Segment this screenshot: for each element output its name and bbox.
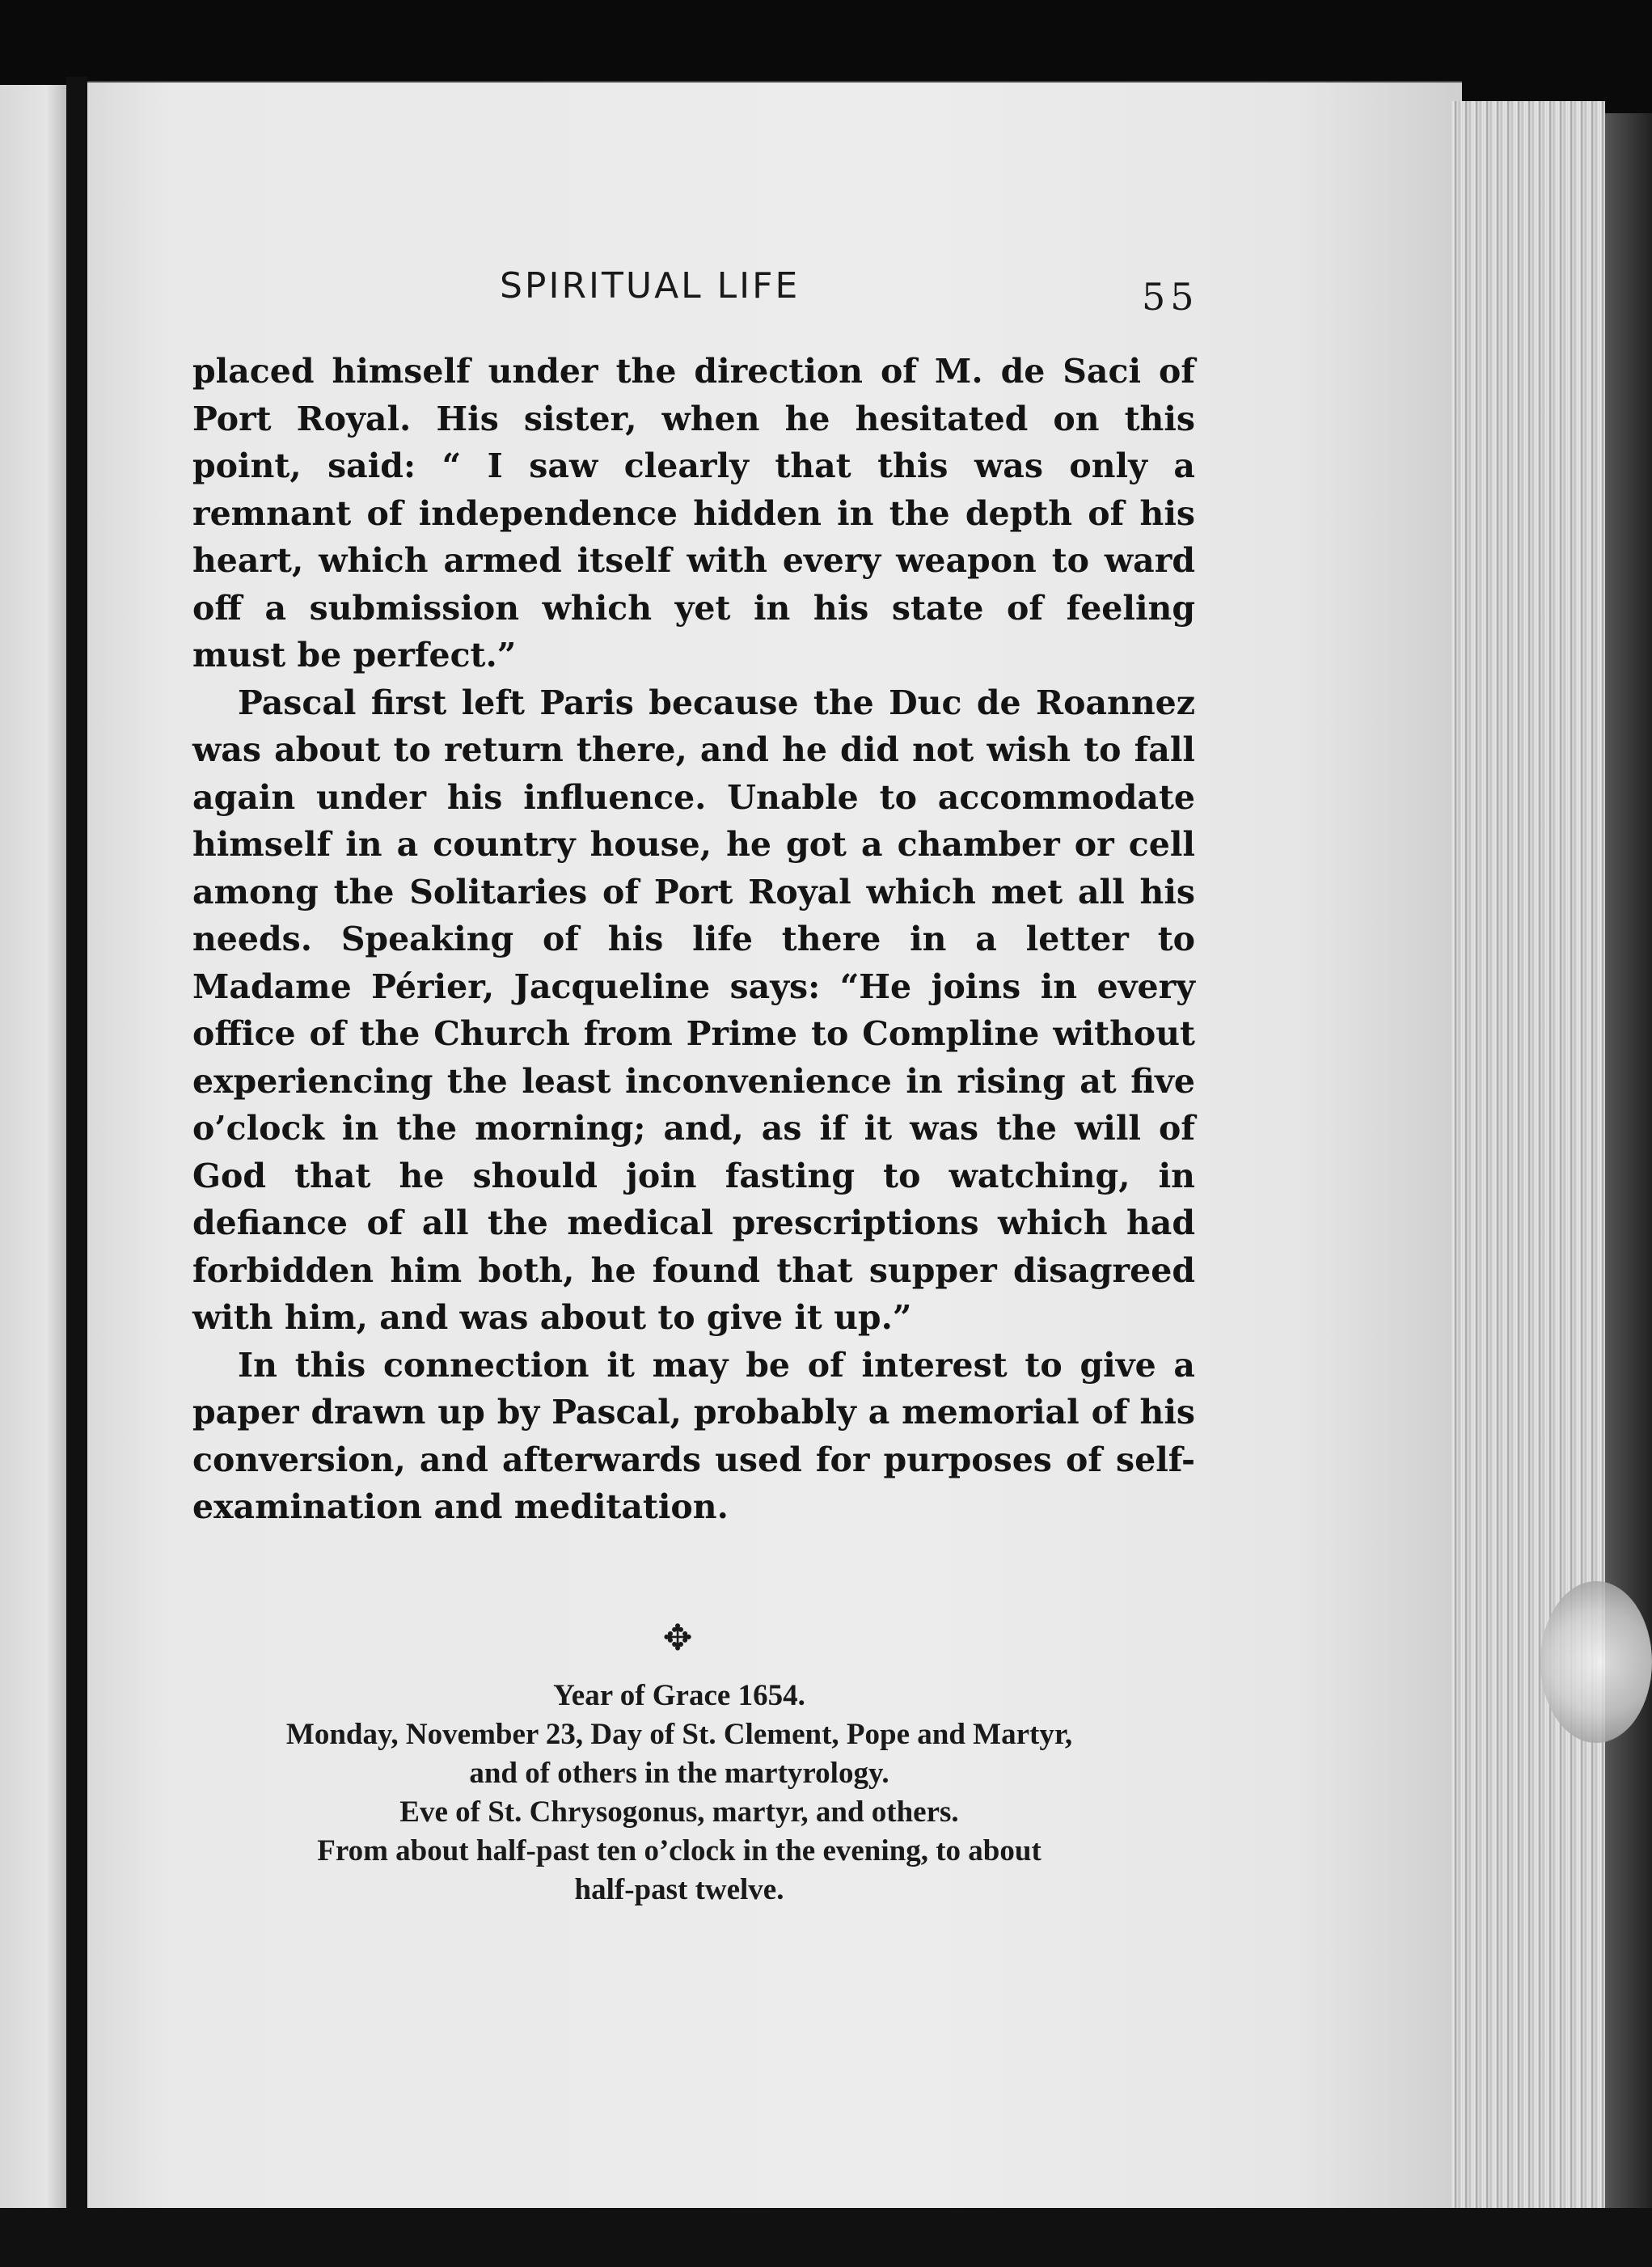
scan-border-bottom xyxy=(0,2208,1652,2267)
paragraph: Pascal first left Paris because the Duc de Roannez was about to return there, and he did not wish to fall again under his influence. Unable to accommodate himself in a country house, he got a chamber or cell among the Solitaries of Port Royal which met all his needs. Speaking of his life there in a letter to Madame Périer, Jacqueline says: “He joins in every office of the Church from Prime to Compline without experiencing the least inconvenience in rising at five o’clock in the morning; and, as if it was the will of God that he should join fasting to watching, in defiance of all the medical prescriptions which had forbidden him both, he found that supper disagreed with him, and was about to give it up.” xyxy=(192,683,1195,1337)
memorial-block xyxy=(194,1677,1164,1910)
body-text xyxy=(192,348,1195,1531)
cross-ornament-icon: ✥ xyxy=(662,1618,693,1659)
memorial-line: and of others in the martyrology. xyxy=(469,1757,889,1790)
facing-page-edge xyxy=(0,85,66,2220)
paragraph: In this connection it may be of interest to give a paper drawn up by Pascal, probably a memorial of his conversion, and afterwards used for purposes of self-examination and meditation. xyxy=(192,1345,1195,1526)
page-edges-shadow xyxy=(1605,113,1652,2216)
page-number: 55 xyxy=(1142,275,1199,319)
page-edges xyxy=(1451,101,1605,2228)
book-spine xyxy=(66,77,87,2228)
memorial-line: Year of Grace 1654. xyxy=(553,1679,805,1712)
running-head: SPIRITUAL LIFE xyxy=(500,265,801,307)
memorial-line: half-past twelve. xyxy=(574,1873,784,1906)
memorial-line: Monday, November 23, Day of St. Clement, Pope and Martyr, xyxy=(285,1718,1073,1751)
paragraph: placed himself under the direction of M. de Saci of Port Royal. His sister, when he hesitated on this point, said: “ I saw clearly that this was only a remnant of independence hidden in the depth of his heart, which armed itself with every weapon to ward off a submission which yet in his state of feeling must be perfect.” xyxy=(192,352,1195,675)
memorial-line: Eve of St. Chrysogonus, martyr, and others. xyxy=(399,1795,959,1829)
thumb-smudge xyxy=(1540,1581,1652,1743)
memorial-line: From about half-past ten o’clock in the evening, to about xyxy=(317,1834,1041,1867)
